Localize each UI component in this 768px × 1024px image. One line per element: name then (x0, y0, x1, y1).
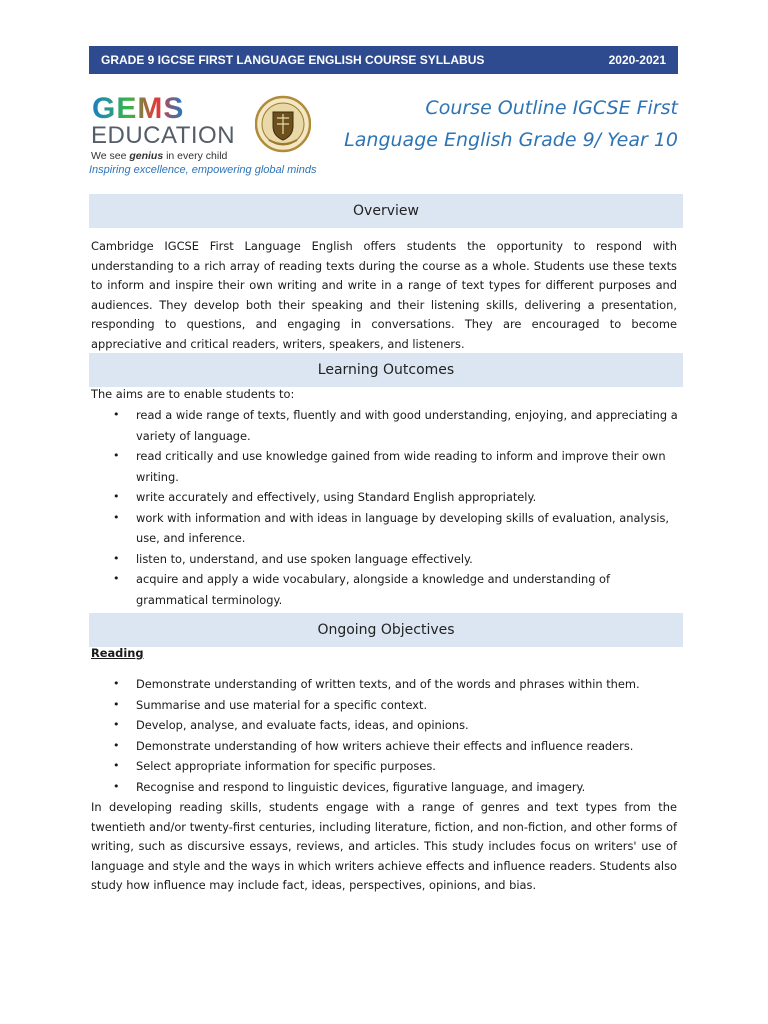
list-item: • acquire and apply a wide vocabulary, alongside a knowledge and understanding of grammatical terminology. (91, 569, 679, 610)
bullet-icon: • (113, 572, 120, 585)
list-item: • read critically and use knowledge gained from wide reading to inform and improve their own writing. (91, 446, 679, 487)
list-item: • Select appropriate information for specific purposes. (91, 756, 679, 777)
bullet-icon: • (113, 551, 120, 565)
list-item: • Recognise and respond to linguistic devices, figurative language, and imagery. (91, 777, 679, 798)
academic-year: 2020-2021 (608, 53, 666, 67)
bullet-icon: • (113, 759, 120, 772)
list-item: • Demonstrate understanding of how writers achieve their effects and influence readers. (91, 736, 679, 757)
course-title-line2: Language English Grade 9/ Year 10 (344, 129, 678, 151)
motto-suffix: in every child (163, 150, 228, 162)
bullet-icon: • (113, 677, 120, 690)
bullet-icon: • (113, 718, 120, 731)
list-item: • Develop, analyse, and evaluate facts, ideas, and opinions. (91, 715, 679, 736)
header-bar (89, 46, 678, 74)
learning-outcomes-intro: The aims are to enable students to: (91, 387, 295, 401)
reading-closing-text: In developing reading skills, students engage with a range of genres and text types from the twentieth and/or twenty-first centuries, including literature, fiction, and non-fiction, and other forms of writing, such as discursive essays, reviews, and articles. This study includes focus on writers' use of language and style and the ways in which writers achieve effects and influence readers. Students also study how influence may include fact, ideas, perspectives, opinions, and bias. (91, 800, 677, 893)
tagline: Inspiring excellence, empowering global minds (89, 164, 317, 176)
list-item: • Summarise and use material for a specific context. (91, 695, 679, 716)
motto-emphasis: genius (129, 150, 164, 162)
ongoing-objectives-heading: Ongoing Objectives (89, 613, 683, 647)
overview-text: Cambridge IGCSE First Language English offers students the opportunity to respond with understanding to a rich array of reading texts during the course as a whole. Students use these texts to inform and inspire their own writing and write in a range of text types for different purposes and audiences. They develop both their speaking and their listening skills, delivering a presentation, responding to questions, and engaging in conversations. They are encouraged to become appreciative and critical readers, writers, speakers, and listeners. (91, 239, 677, 351)
list-item: • write accurately and effectively, using Standard English appropriately. (91, 487, 679, 508)
bullet-icon: • (113, 490, 120, 503)
bullet-icon: • (113, 738, 120, 752)
learning-outcomes-list (91, 405, 679, 610)
list-item: • Demonstrate understanding of written texts, and of the words and phrases within them. (91, 674, 679, 695)
bullet-icon: • (113, 449, 120, 462)
motto-prefix: We see (91, 150, 130, 162)
list-item: • listen to, understand, and use spoken language effectively. (91, 549, 679, 570)
bullet-icon: • (113, 697, 120, 711)
bullet-icon: • (113, 510, 120, 524)
bullet-icon: • (113, 408, 120, 421)
gems-brand: GEMS (92, 92, 185, 125)
bullet-icon: • (113, 779, 120, 793)
syllabus-title: GRADE 9 IGCSE FIRST LANGUAGE ENGLISH COURSE SYLLABUS (101, 53, 485, 67)
school-crest-icon (255, 94, 311, 154)
motto (91, 150, 227, 162)
course-title (318, 92, 678, 156)
reading-subheading: Reading (91, 646, 144, 660)
overview-heading: Overview (89, 194, 683, 228)
course-title-line1: Course Outline IGCSE First (425, 97, 678, 119)
list-item: • read a wide range of texts, fluently and with good understanding, enjoying, and appreciating a variety of language. (91, 405, 679, 446)
learning-outcomes-heading: Learning Outcomes (89, 353, 683, 387)
education-word: EDUCATION (91, 122, 236, 149)
list-item: • work with information and with ideas in language by developing skills of evaluation, analysis, use, and inference. (91, 508, 679, 549)
reading-objectives-list (91, 674, 679, 797)
